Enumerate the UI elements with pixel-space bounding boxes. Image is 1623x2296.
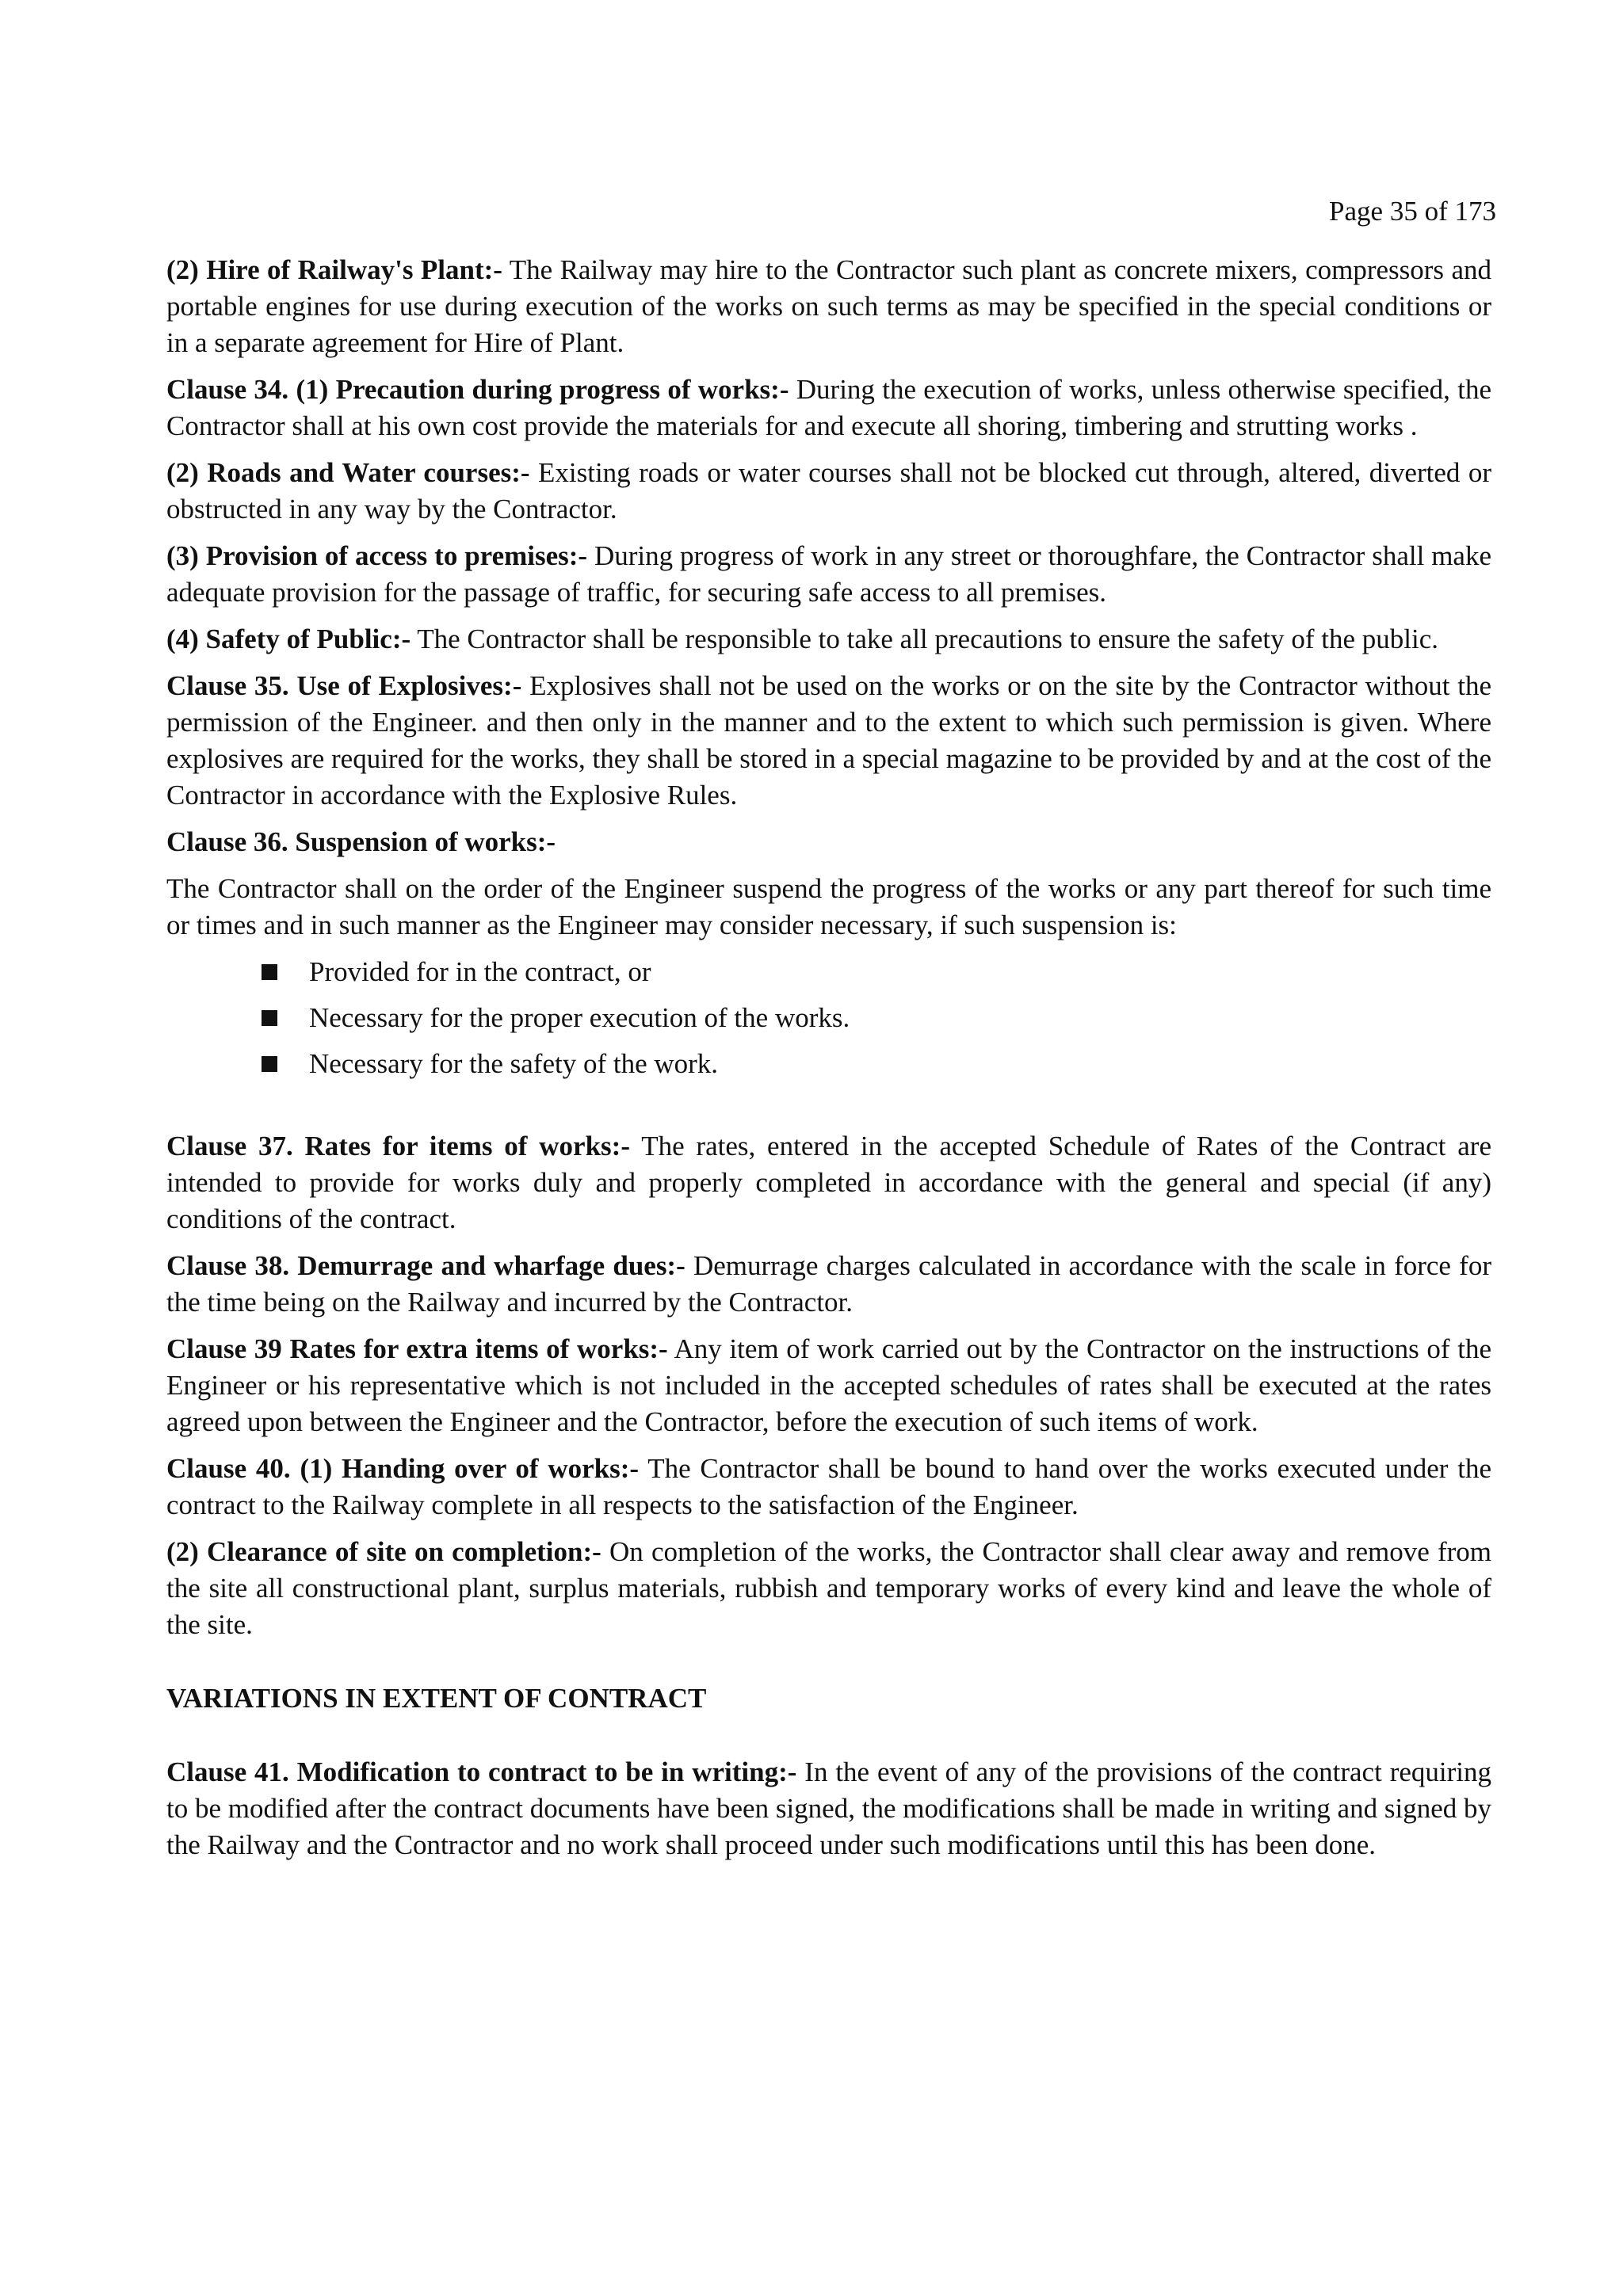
paragraph-safety-public xyxy=(166,621,1491,658)
clause-text: The Contractor shall on the order of the Engineer suspend the progress of the works or any part thereof for such time or times and in such manner as the Engineer may consider necessary, if such suspension is: xyxy=(166,873,1491,940)
paragraph-clearance-site xyxy=(166,1534,1491,1643)
square-bullet-icon xyxy=(262,1056,277,1072)
paragraph-roads-water-courses xyxy=(166,455,1491,528)
clause-heading: (2) Clearance of site on completion:- xyxy=(166,1536,601,1567)
clause-text: The Railway may hire to the Contractor such plant as concrete mixers, compressors and portable engines for use during execution of the works on such terms as may be specified in the special conditions or in a separate agreement for Hire of Plant. xyxy=(166,254,1492,358)
page-number: Page 35 of 173 xyxy=(1329,196,1496,227)
clause-heading: Clause 36. Suspension of works:- xyxy=(166,826,556,857)
paragraph-suspension-text xyxy=(166,871,1491,944)
clause-heading: Clause 37. Rates for items of works:- xyxy=(166,1131,630,1161)
clause-text: In the event of any of the provisions of the contract requiring to be modified after the contract documents have been signed, the modifications shall be made in writing and signed by the Railway and the Contractor and no work shall proceed under such modifications until this has been done. xyxy=(166,1756,1491,1860)
suspension-conditions-list xyxy=(166,954,1491,1082)
clause-heading: (2) Hire of Railway's Plant:- xyxy=(166,254,502,285)
paragraph-clause-34 xyxy=(166,372,1491,444)
paragraph-clause-38 xyxy=(166,1248,1491,1321)
list-item-text: Provided for in the contract, or xyxy=(309,956,651,987)
list-item xyxy=(262,1046,1491,1082)
paragraph-clause-37 xyxy=(166,1128,1491,1238)
clause-text: The rates, entered in the accepted Schedule of Rates of the Contract are intended to provide for works duly and properly completed in accordance with the general and special (if any) conditions of the contract. xyxy=(166,1131,1491,1234)
clause-heading: (2) Roads and Water courses:- xyxy=(166,457,530,488)
clause-heading: Clause 41. Modification to contract to be in writing:- xyxy=(166,1756,797,1787)
clause-text: The Contractor shall be responsible to take all precautions to ensure the safety of the public. xyxy=(411,624,1439,654)
clause-heading: (4) Safety of Public:- xyxy=(166,624,411,654)
paragraph-clause-35 xyxy=(166,668,1491,814)
list-item xyxy=(262,954,1491,990)
square-bullet-icon xyxy=(262,964,277,980)
paragraph-clause-36-heading xyxy=(166,824,1491,860)
section-heading: VARIATIONS IN EXTENT OF CONTRACT xyxy=(166,1683,707,1714)
spacer xyxy=(166,1727,1491,1754)
paragraph-hire-of-plant xyxy=(166,252,1491,361)
clause-heading: Clause 39 Rates for extra items of works:- xyxy=(166,1333,668,1364)
clause-text: Explosives shall not be used on the works or on the site by the Contractor without the permission of the Engineer. and then only in the manner and to the extent to which such permission is given. Where explosives are required for the works, they shall be stored in a special magazine to be provided by and at the cost of the Contractor in accordance with the Explosive Rules. xyxy=(166,670,1491,810)
clause-text: On completion of the works, the Contractor shall clear away and remove from the site all constructional plant, surplus materials, rubbish and temporary works of every kind and leave the whole of the site. xyxy=(166,1536,1492,1640)
list-item xyxy=(262,1000,1491,1036)
clause-text: Any item of work carried out by the Contractor on the instructions of the Engineer or his representative which is not included in the accepted schedules of rates shall be executed at the rates agreed upon between the Engineer and the Contractor, before the execution of such items of work. xyxy=(166,1333,1491,1437)
clause-text: The Contractor shall be bound to hand over the works executed under the contract to the Railway complete in all respects to the satisfaction of the Engineer. xyxy=(166,1453,1491,1520)
clause-text: Demurrage charges calculated in accordance with the scale in force for the time being on the Railway and incurred by the Contractor. xyxy=(166,1250,1491,1318)
clause-heading: Clause 34. (1) Precaution during progress of works:- xyxy=(166,374,789,405)
paragraph-clause-39 xyxy=(166,1331,1491,1440)
clause-heading: Clause 35. Use of Explosives:- xyxy=(166,670,522,701)
clause-text: During the execution of works, unless otherwise specified, the Contractor shall at his own cost provide the materials for and execute all shoring, timbering and strutting works . xyxy=(166,374,1491,441)
clause-heading: Clause 38. Demurrage and wharfage dues:- xyxy=(166,1250,685,1281)
paragraph-clause-41 xyxy=(166,1754,1491,1863)
square-bullet-icon xyxy=(262,1010,277,1026)
list-item-text: Necessary for the proper execution of the works. xyxy=(309,1002,850,1033)
clause-text: Existing roads or water courses shall not be blocked cut through, altered, diverted or obstructed in any way by the Contractor. xyxy=(166,457,1491,524)
spacer xyxy=(166,1092,1491,1128)
paragraph-access-premises xyxy=(166,538,1491,611)
clause-heading: (3) Provision of access to premises:- xyxy=(166,540,588,571)
clause-heading: Clause 40. (1) Handing over of works:- xyxy=(166,1453,640,1484)
list-item-text: Necessary for the safety of the work. xyxy=(309,1048,719,1079)
spacer xyxy=(166,1653,1491,1680)
paragraph-clause-40 xyxy=(166,1451,1491,1524)
clause-text: During progress of work in any street or thoroughfare, the Contractor shall make adequate provision for the passage of traffic, for securing safe access to all premises. xyxy=(166,540,1492,608)
document-body xyxy=(166,252,1491,1874)
